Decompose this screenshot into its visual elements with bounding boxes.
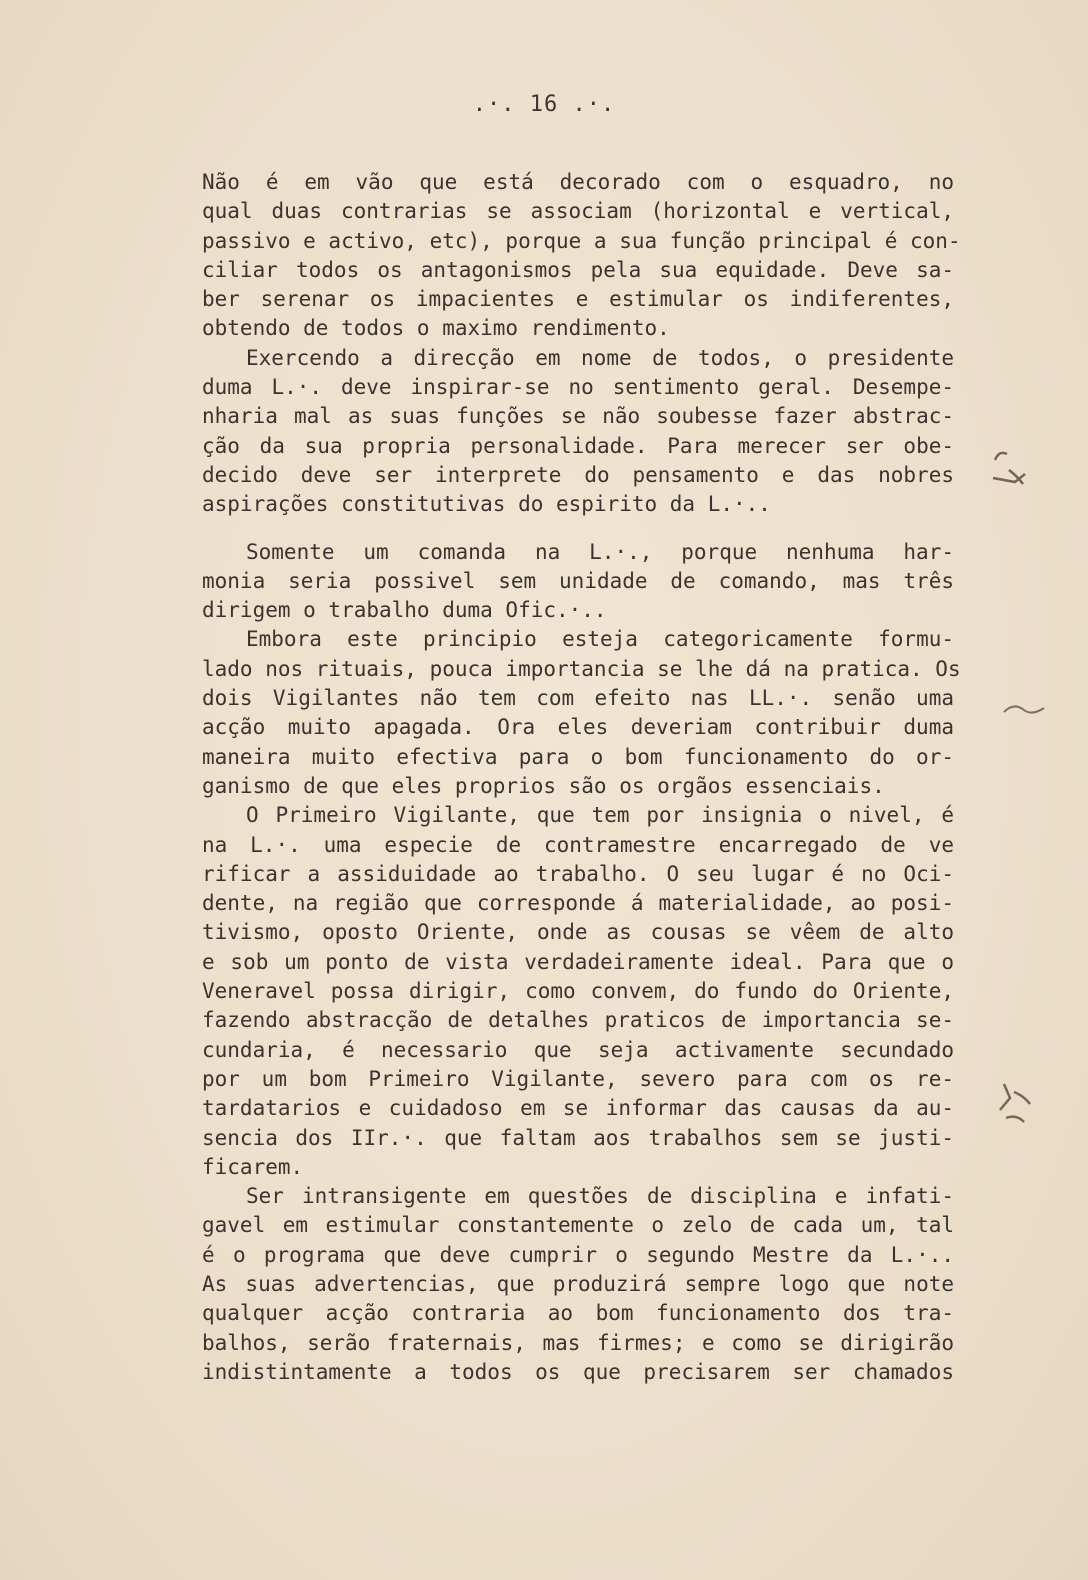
text-line: obtendo de todos o maximo rendimento. [202,316,670,341]
text-line: lado nos rituais, pouca importancia se lhe dá na pratica. Os [202,656,961,681]
text-line: indistintamente a todos os que precisarem ser chamados [202,1359,954,1384]
margin-ink-mark [990,1074,1046,1134]
text-line: O Primeiro Vigilante, que tem por insignia o nivel, é [246,803,954,828]
text-line: tardatarios e cuidadoso em se informar das causas da au- [202,1096,954,1121]
page-number: .·. 16 .·. [472,92,616,117]
text-line: fazendo abstracção de detalhes praticos de importancia se- [202,1008,954,1033]
text-line: aspirações constitutivas do espirito da L.·.. [202,492,771,517]
text-line: gavel em estimular constantemente o zelo de cada um, tal [202,1213,954,1238]
text-line: acção muito apagada. Ora eles deveriam contribuir duma [202,715,954,740]
text-line: Ser intransigente em questões de disciplina e infati- [246,1184,954,1209]
text-line: qualquer acção contraria ao bom funcionamento dos tra- [202,1301,954,1326]
text-line: cundaria, é necessario que seja activamente secundado [202,1037,954,1062]
text-line: tivismo, oposto Oriente, onde as cousas se vêem de alto [202,920,954,945]
text-line: qual duas contrarias se associam (horizontal e vertical, [202,199,954,224]
text-line: Veneravel possa dirigir, como convem, do fundo do Oriente, [202,979,954,1004]
text-line: nharia mal as suas funções se não soubesse fazer abstrac- [202,404,954,429]
body-text [202,168,961,1387]
text-line: ciliar todos os antagonismos pela sua equidade. Deve sa- [202,257,954,282]
text-line: Exercendo a direcção em nome de todos, o presidente [246,345,954,370]
text-line: As suas advertencias, que produzirá sempre logo que note [202,1271,954,1296]
text-line: ber serenar os impacientes e estimular os indiferentes, [202,287,954,312]
text-line: por um bom Primeiro Vigilante, severo para com os re- [202,1066,954,1091]
text-line: decido deve ser interprete do pensamento e das nobres [202,462,954,487]
text-line: dois Vigilantes não tem com efeito nas LL.·. senão uma [202,686,954,711]
text-line: maneira muito efectiva para o bom funcionamento do or- [202,744,954,769]
text-line: duma L.·. deve inspirar-se no sentimento geral. Desempe- [202,375,954,400]
text-line: e sob um ponto de vista verdadeiramente ideal. Para que o [202,949,954,974]
text-line: dente, na região que corresponde á materialidade, ao posi- [202,891,954,916]
margin-ink-mark [985,440,1045,500]
text-line: ção da sua propria personalidade. Para merecer ser obe- [202,433,954,458]
text-line: monia seria possivel sem unidade de comando, mas três [202,568,954,593]
text-line: sencia dos IIr.·. que faltam aos trabalhos sem se justi- [202,1125,954,1150]
text-line: na L.·. uma especie de contramestre encarregado de ve [202,832,954,857]
margin-ink-mark [1000,698,1050,724]
text-line: é o programa que deve cumprir o segundo Mestre da L.·.. [202,1242,954,1267]
text-line: rificar a assiduidade ao trabalho. O seu lugar é no Oci- [202,861,954,886]
text-line: dirigem o trabalho duma Ofic.·.. [202,598,607,623]
text-line: Não é em vão que está decorado com o esquadro, no [202,170,954,194]
text-line: Somente um comanda na L.·., porque nenhuma har- [246,539,954,564]
text-line: balhos, serão fraternais, mas firmes; e como se dirigirão [202,1330,954,1355]
text-line: ganismo de que eles proprios são os orgãos essenciais. [202,773,885,798]
text-line: ficarem. [202,1154,304,1179]
text-line: Embora este principio esteja categoricamente formu- [246,627,954,652]
text-line: passivo e activo, etc), porque a sua função principal é con- [202,228,961,253]
